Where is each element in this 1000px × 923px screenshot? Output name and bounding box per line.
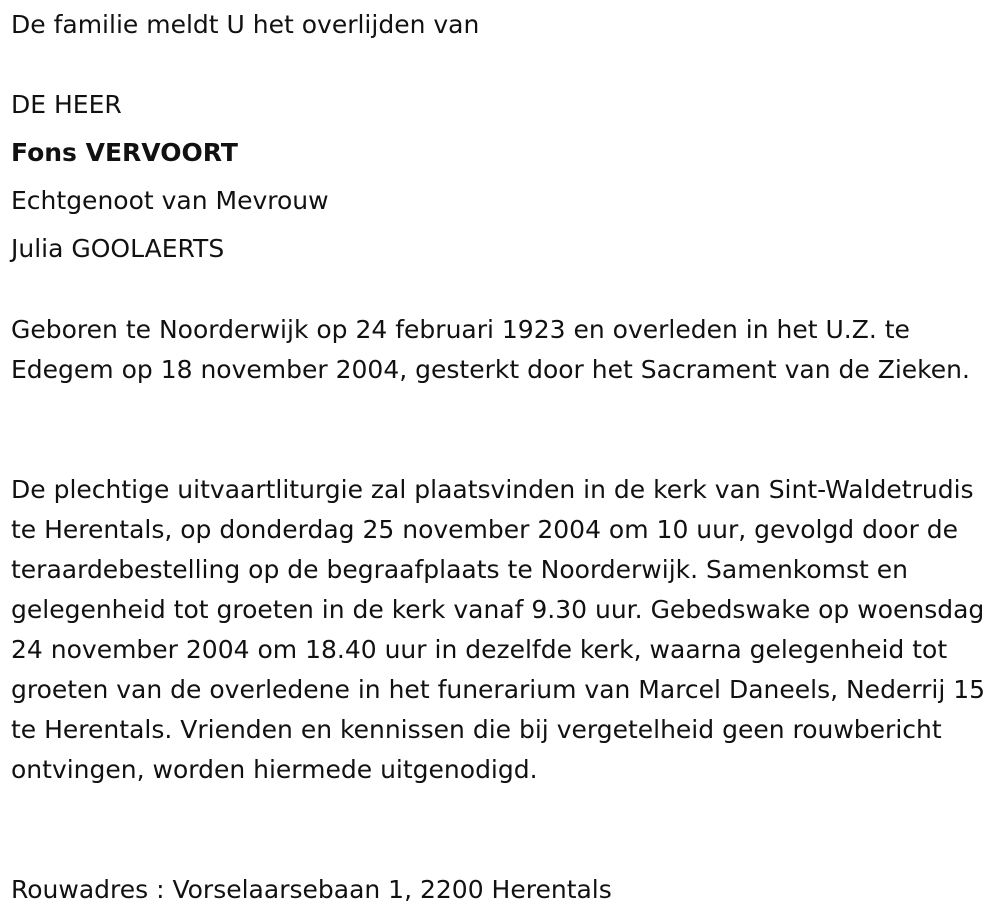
mourning-address: Rouwadres : Vorselaarsebaan 1, 2200 Herentals — [11, 875, 612, 904]
deceased-name: Fons VERVOORT — [11, 138, 238, 167]
funeral-paragraph: De plechtige uitvaartliturgie zal plaatsvinden in de kerk van Sint-Waldetrudis te Herentals, op donderdag 25 november 2004 om 10 uur, gevolgd door de teraardebestelling op de begraafplaats te Noorderwijk. Samenkomst en gelegenheid tot groeten in de kerk vanaf 9.30 uur. Gebedswake op woensdag 24 november 2004 om 18.40 uur in dezelfde kerk, waarna gelegenheid tot groeten van de overledene in het funerarium van Marcel Daneels, Nederrij 15 te Herentals. Vrienden en kennissen die bij vergetelheid geen rouwbericht ontvingen, worden hiermede uitgenodigd. — [11, 475, 986, 784]
birth-death-paragraph: Geboren te Noorderwijk op 24 februari 1923 en overleden in het U.Z. te Edegem op 18 november 2004, gesterkt door het Sacrament van de Zieken. — [11, 315, 970, 384]
spouse-label: Echtgenoot van Mevrouw — [11, 186, 329, 215]
title-prefix: DE HEER — [11, 90, 122, 119]
intro-line: De familie meldt U het overlijden van — [11, 10, 480, 39]
spouse-name: Julia GOOLAERTS — [11, 234, 225, 263]
